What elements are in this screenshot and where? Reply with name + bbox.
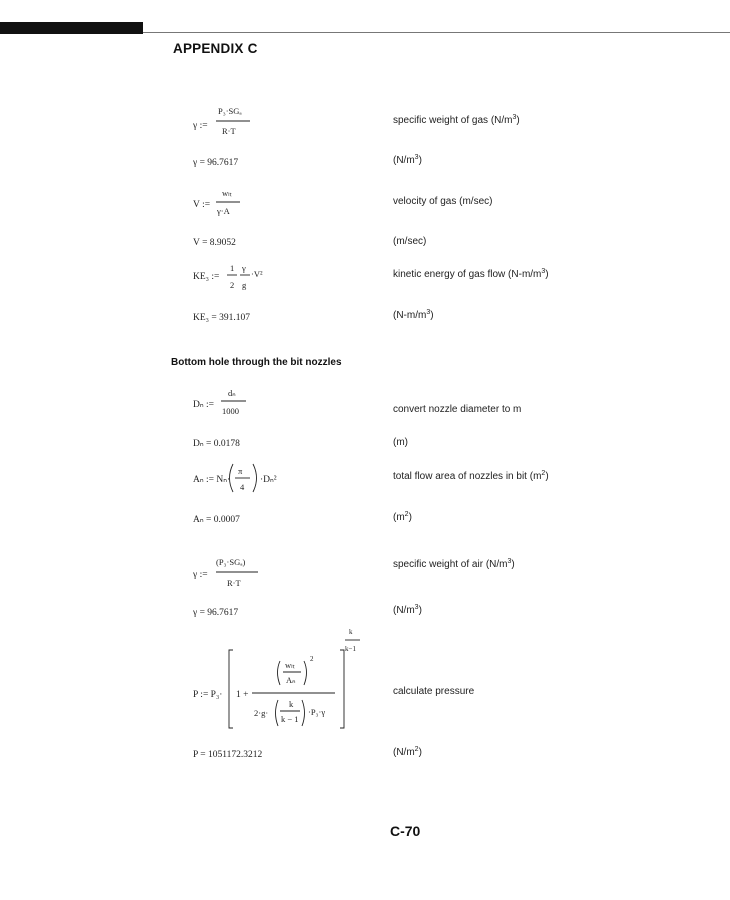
eq-p-def (193, 628, 360, 728)
svg-text:(P₃·SGₐ): (P₃·SGₐ) (216, 557, 246, 567)
svg-text:dₙ: dₙ (228, 388, 236, 398)
eq-v-result: V = 8.9052 (193, 238, 236, 248)
desc-gamma-def: specific weight of gas $(N/m^3)$ (393, 114, 520, 126)
desc-dn-def: convert nozzle diameter to m (393, 404, 522, 415)
desc-v-result: (m/sec) (393, 236, 427, 247)
svg-text:γ :=: γ := (193, 570, 208, 580)
svg-text:wₗₜ: wₗₜ (285, 660, 296, 670)
desc-gamma2-result: $(N/m^3)$ (393, 604, 422, 616)
svg-text:Dₙ :=: Dₙ := (193, 400, 215, 410)
svg-text:γ: γ (242, 263, 246, 273)
eq-ke-def (193, 263, 263, 290)
section-header: APPENDIX C (173, 41, 258, 56)
eq-ke-result: KE₃ = 391.107 (193, 313, 250, 323)
svg-text:V :=: V := (193, 200, 211, 210)
desc-p-def: calculate pressure (393, 686, 475, 697)
svg-text:γ :=: γ := (193, 121, 208, 131)
eq-gamma-result: γ = 96.7617 (193, 158, 239, 168)
svg-text:γ·A: γ·A (217, 206, 230, 216)
desc-dn-result: (m) (393, 437, 408, 448)
svg-text:π: π (238, 466, 243, 476)
svg-text:k: k (349, 628, 353, 636)
desc-gamma-result: $(N/m^3)$ (393, 154, 422, 166)
page-number: C-70 (390, 823, 421, 839)
desc-ke-result: $(N-m/m^3)$ (393, 309, 434, 321)
svg-text:k − 1: k − 1 (281, 714, 299, 724)
svg-text:Aₙ: Aₙ (286, 675, 296, 685)
svg-text:·V²: ·V² (251, 269, 263, 279)
eq-an-result: Aₙ = 0.0007 (193, 515, 240, 525)
desc-ke-def: kinetic energy of gas flow $(N-m/m^3)$ (393, 268, 549, 280)
desc-an-result: $(m^2)$ (393, 511, 412, 523)
svg-text:1 +: 1 + (236, 690, 249, 700)
desc-p-result: $(N/m^2)$ (393, 746, 422, 758)
svg-text:2: 2 (230, 280, 235, 290)
svg-text:P := P₃·: P := P₃· (193, 690, 223, 700)
eq-p-result: P = 1051172.3212 (193, 750, 263, 760)
svg-text:·Dₙ²: ·Dₙ² (260, 475, 277, 485)
subheading: Bottom hole through the bit nozzles (171, 357, 342, 368)
eq-dn-def (193, 388, 246, 416)
eq-gamma2-result: γ = 96.7617 (193, 608, 239, 618)
svg-text:g: g (242, 280, 247, 290)
svg-text:k−1: k−1 (345, 645, 356, 653)
svg-text:KE₃ :=: KE₃ := (193, 272, 220, 282)
svg-text:k: k (289, 699, 294, 709)
eq-dn-result: Dₙ = 0.0178 (193, 439, 240, 449)
svg-text:·P₃·γ: ·P₃·γ (308, 707, 326, 717)
svg-text:P₃·SGₐ: P₃·SGₐ (218, 106, 242, 116)
svg-text:1000: 1000 (222, 406, 239, 416)
svg-text:wₗₜ: wₗₜ (222, 188, 233, 198)
desc-an-def: total flow area of nozzles in bit $(m^2)$ (393, 470, 549, 482)
svg-text:Aₙ := Nₙ·: Aₙ := Nₙ· (193, 475, 231, 485)
eq-an-def (193, 464, 277, 492)
svg-text:R·T: R·T (227, 578, 241, 588)
desc-gamma2-def: specific weight of air $(N/m^3)$ (393, 558, 515, 570)
svg-text:1: 1 (230, 263, 235, 273)
svg-text:4: 4 (240, 482, 245, 492)
eq-gamma2-def (192, 557, 258, 588)
svg-text:2: 2 (310, 655, 314, 663)
eq-gamma-def (192, 106, 250, 136)
svg-text:R·T: R·T (222, 126, 236, 136)
eq-v-def (193, 188, 240, 216)
desc-v-def: velocity of gas (m/sec) (393, 196, 493, 207)
svg-text:2·g·: 2·g· (254, 708, 269, 718)
